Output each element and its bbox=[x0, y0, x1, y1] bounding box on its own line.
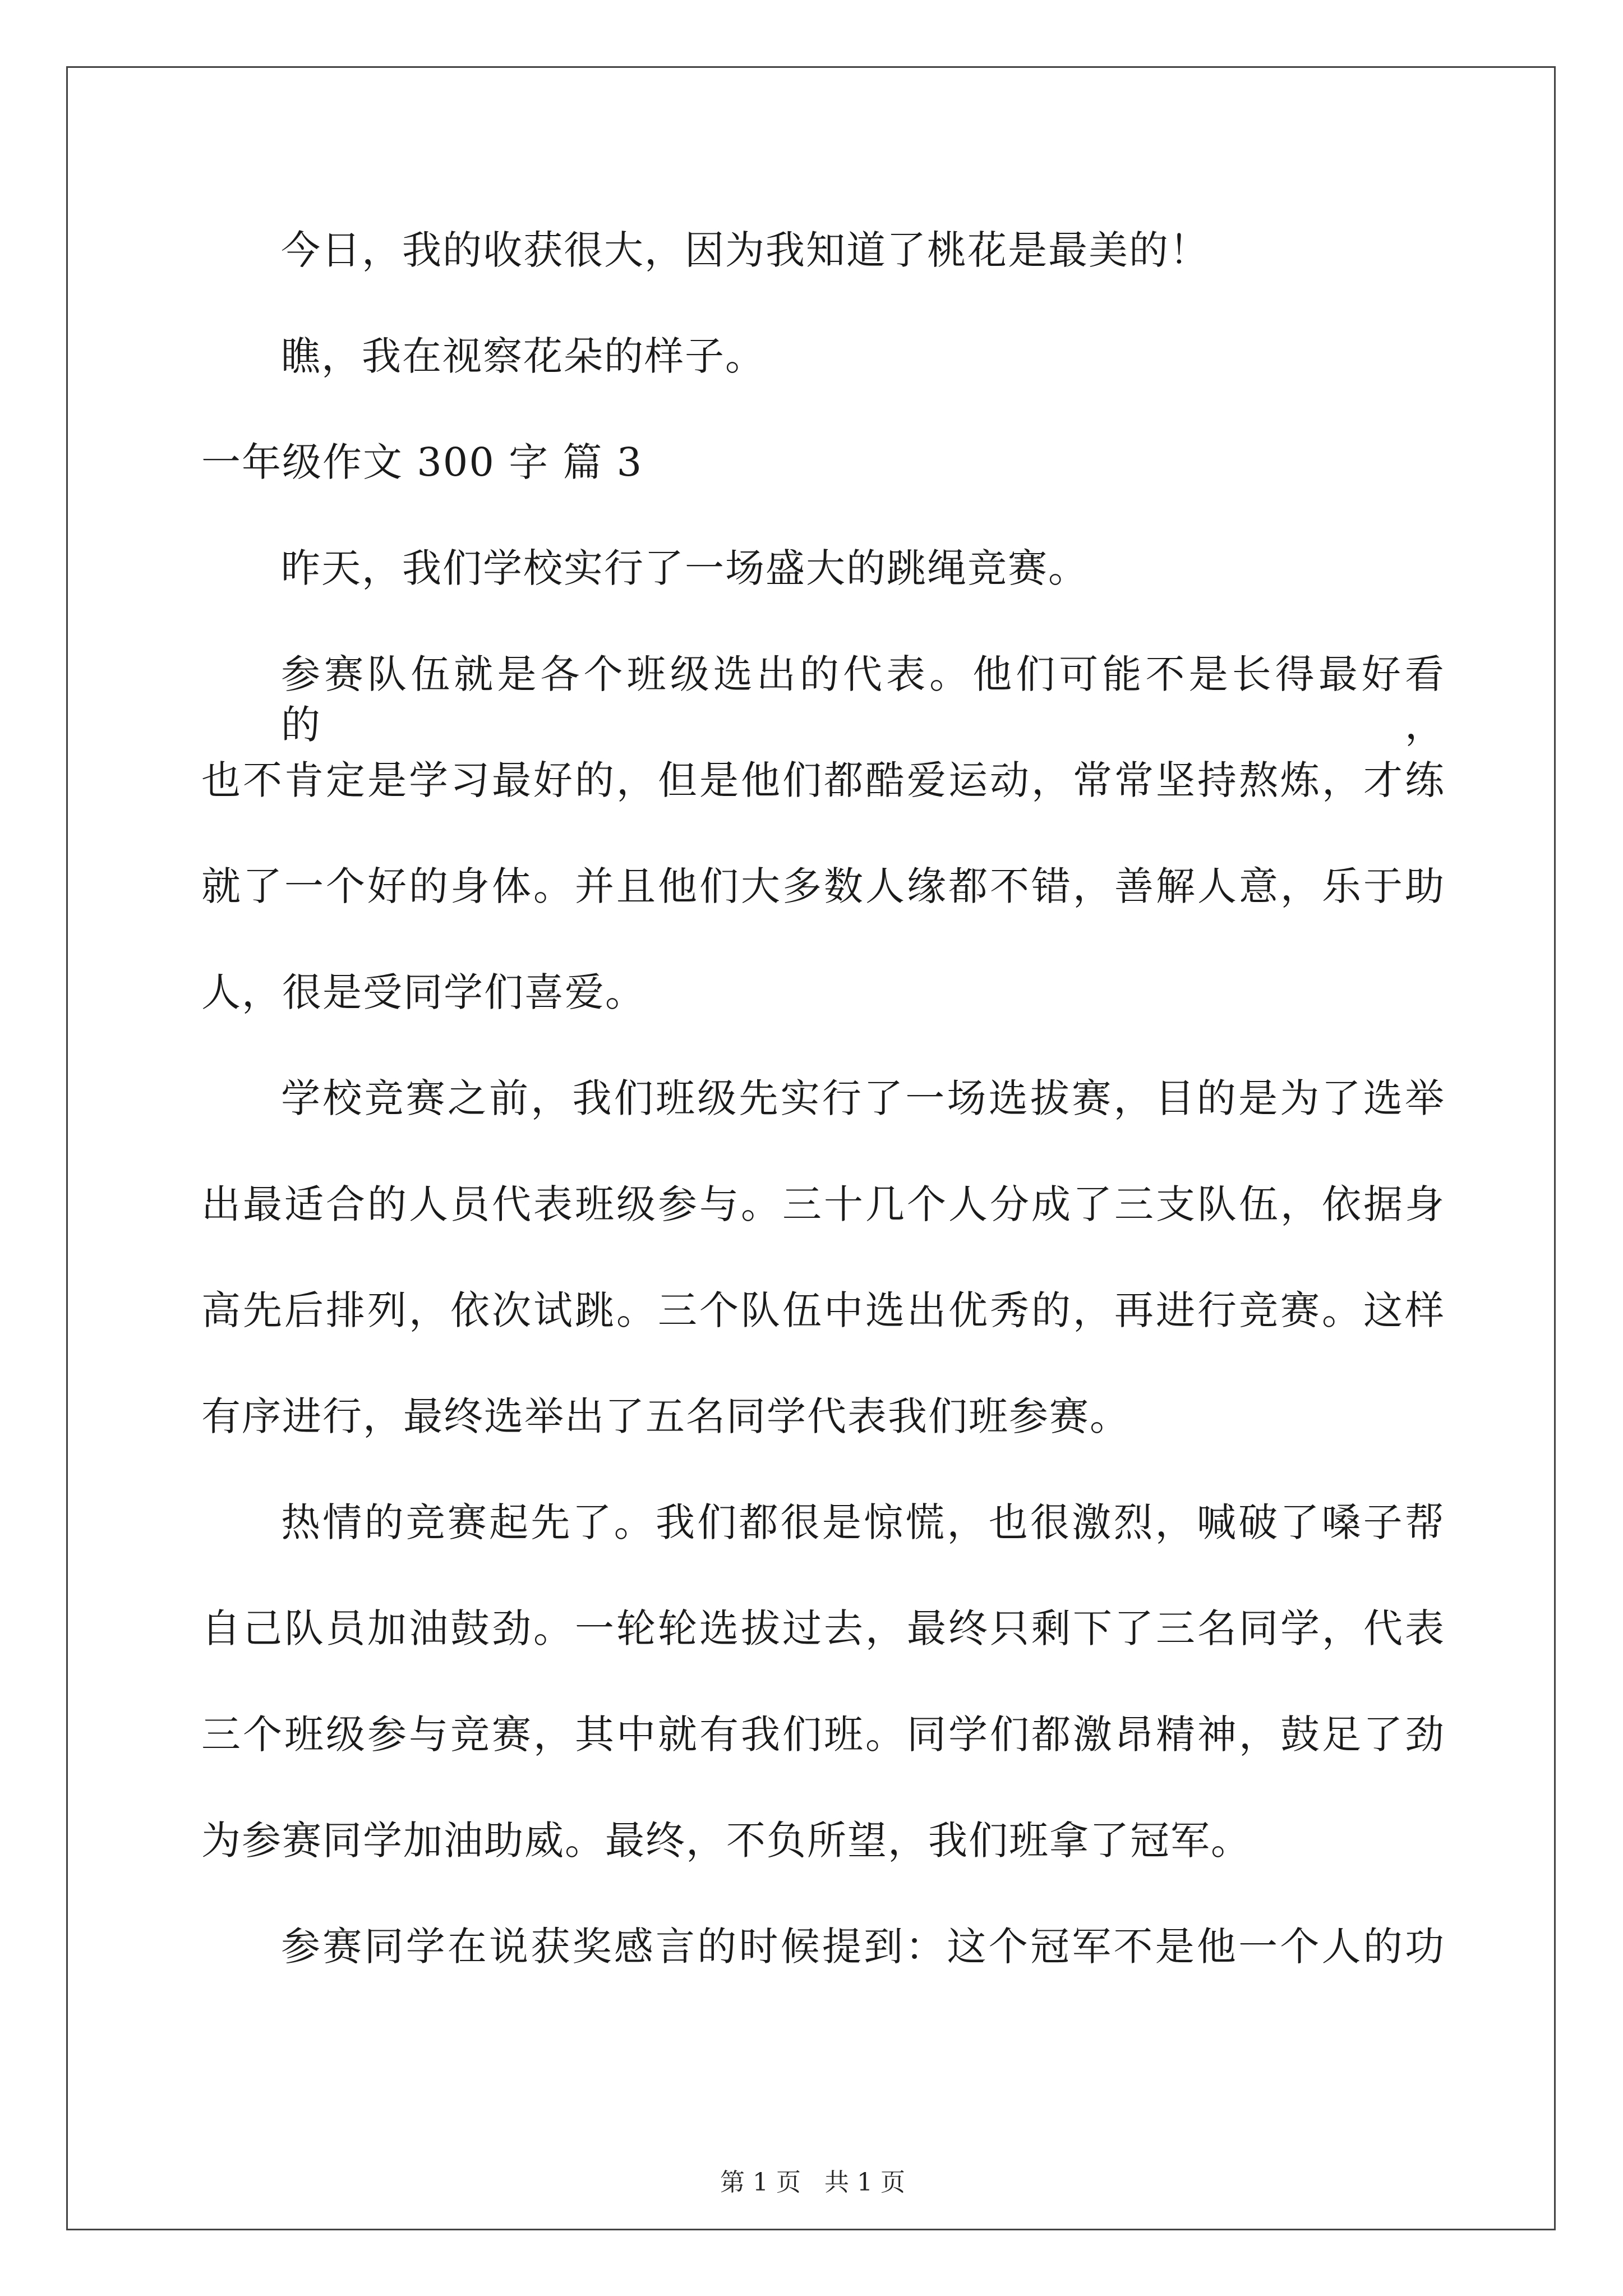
paragraph-line: 参赛队伍就是各个班级选出的代表。他们可能不是长得最好看的， bbox=[281, 651, 1445, 748]
paragraph-line: 瞧，我在视察花朵的样子。 bbox=[281, 333, 766, 379]
paragraph-line: 自己队员加油鼓劲。一轮轮选拔过去，最终只剩下了三名同学，代表 bbox=[201, 1605, 1445, 1651]
paragraph-line: 人，很是受同学们喜爱。 bbox=[201, 969, 645, 1015]
paragraph-line: 学校竞赛之前，我们班级先实行了一场选拔赛，目的是为了选举 bbox=[281, 1075, 1445, 1121]
paragraph-line: 参赛同学在说获奖感言的时候提到：这个冠军不是他一个人的功 bbox=[281, 1924, 1445, 1970]
paragraph-line: 也不肯定是学习最好的，但是他们都酷爱运动，常常坚持熬炼，才练 bbox=[201, 757, 1445, 803]
paragraph-line: 有序进行，最终选举出了五名同学代表我们班参赛。 bbox=[201, 1393, 1130, 1439]
paragraph-line: 热情的竞赛起先了。我们都很是惊慌，也很激烈，喊破了嗓子帮 bbox=[281, 1499, 1445, 1545]
paragraph-line: 出最适合的人员代表班级参与。三十几个人分成了三支队伍，依据身 bbox=[201, 1181, 1445, 1227]
paragraph-line: 今日，我的收获很大，因为我知道了桃花是最美的！ bbox=[281, 227, 1210, 273]
paragraph-line: 高先后排列，依次试跳。三个队伍中选出优秀的，再进行竞赛。这样 bbox=[201, 1287, 1445, 1333]
paragraph-line: 为参赛同学加油助威。最终，不负所望，我们班拿了冠军。 bbox=[201, 1818, 1251, 1864]
paragraph-line: 昨天，我们学校实行了一场盛大的跳绳竞赛。 bbox=[281, 545, 1089, 591]
page-frame bbox=[66, 66, 1556, 2230]
section-heading: 一年级作文 300 字 篇 3 bbox=[201, 439, 643, 485]
paragraph-line: 就了一个好的身体。并且他们大多数人缘都不错，善解人意，乐于助 bbox=[201, 863, 1445, 909]
page-footer bbox=[68, 2166, 1557, 2200]
page-total: 共 1 页 bbox=[824, 2168, 905, 2197]
paragraph-line: 三个班级参与竞赛，其中就有我们班。同学们都激昂精神，鼓足了劲 bbox=[201, 1711, 1445, 1757]
page-number: 第 1 页 bbox=[720, 2168, 801, 2197]
